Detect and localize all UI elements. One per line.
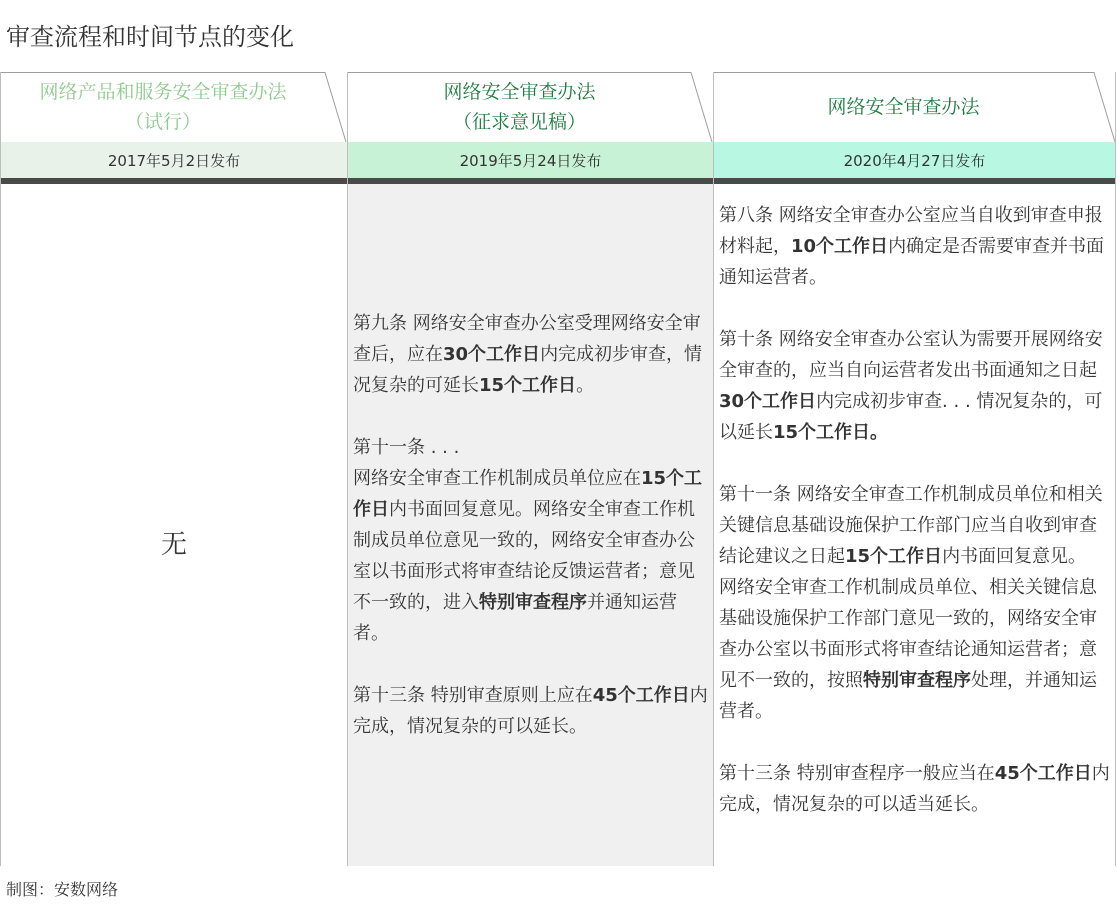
- highlight-text: 15个工作日: [845, 546, 943, 567]
- paragraph-text: 第十条 网络安全审查办公室认为需要开展网络安全审查的，应当自向运营者发出书面通知之日起: [719, 329, 1103, 381]
- column-header: [714, 72, 1115, 142]
- article-paragraph: [353, 463, 709, 649]
- highlight-text: 特别审查程序: [479, 592, 587, 613]
- paragraph-text: 。: [576, 375, 595, 396]
- column-title: 网络安全审查办法: [827, 96, 980, 118]
- article-paragraph: [353, 680, 709, 742]
- column-2020: [713, 72, 1116, 866]
- article-paragraph: [719, 572, 1111, 727]
- paragraph-text: 第十一条 网络安全审查工作机制成员单位和相关关键信息基础设施保护工作部门应当自收到审查结论建议之日起: [719, 484, 1103, 567]
- article-paragraph: [719, 324, 1111, 448]
- column-title: 网络安全审查办法: [443, 81, 596, 103]
- paragraph-text: 第十三条 特别审查程序一般应当在: [719, 763, 995, 784]
- paragraph-text: 第八条 网络安全审查办公室应当自收到审查申报材料起，: [719, 205, 1103, 257]
- release-date: 2020年4月27日发布: [714, 142, 1115, 178]
- highlight-text: 15个工作日。: [773, 422, 889, 443]
- column-header: [1, 72, 347, 142]
- none-label: 无: [160, 530, 187, 560]
- article-paragraph: [353, 308, 709, 401]
- column-subtitle: （征求意见稿）: [452, 111, 586, 133]
- column-2019: [347, 72, 713, 866]
- highlight-text: 10个工作日: [791, 236, 889, 257]
- credit-note: 制图：安数网络: [6, 880, 119, 899]
- article-text: [719, 200, 1111, 851]
- column-header: [348, 72, 713, 142]
- highlight-text: 30个工作日: [719, 391, 817, 412]
- highlight-text: 45个工作日: [994, 763, 1092, 784]
- highlight-text: 15个工作日: [353, 468, 703, 520]
- page-title: 审查流程和时间节点的变化: [6, 23, 294, 51]
- column-subtitle: （试行）: [124, 111, 201, 133]
- paragraph-text: 第九条 网络安全审查办公室受理网络安全审查后，应在: [353, 313, 701, 365]
- column-2017: [0, 72, 347, 866]
- paragraph-text: 网络安全审查工作机制成员单位、相关关键信息基础设施保护工作部门意见一致的，网络安全审查办公室以书面形式将审查结论通知运营者；意见不一致的，按照: [719, 577, 1097, 691]
- release-date: 2019年5月24日发布: [348, 142, 713, 178]
- column-body: [1, 184, 347, 866]
- article-paragraph: [353, 432, 709, 463]
- paragraph-text: 第十一条 . . .: [353, 437, 460, 458]
- article-paragraph: [719, 758, 1111, 820]
- paragraph-text: 内完成，情况复杂的可以适当延长。: [719, 763, 1110, 815]
- article-text: [353, 308, 709, 773]
- highlight-text: 45个工作日: [592, 685, 690, 706]
- paragraph-text: 内书面回复意见。: [942, 546, 1087, 567]
- column-body: [348, 184, 713, 866]
- paragraph-text: 第十三条 特别审查原则上应在: [353, 685, 593, 706]
- release-date: 2017年5月2日发布: [1, 142, 347, 178]
- article-paragraph: [719, 479, 1111, 572]
- paragraph-text: 处理，并通知运营者。: [719, 670, 1097, 722]
- paragraph-text: 内完成初步审查. . . 情况复杂的，可以延长: [719, 391, 1103, 443]
- paragraph-text: 并通知运营者。: [353, 592, 677, 644]
- paragraph-text: 内确定是否需要审查并书面通知运营者。: [719, 236, 1105, 288]
- column-title: 网络产品和服务安全审查办法: [39, 81, 287, 103]
- paragraph-text: 网络安全审查工作机制成员单位应在: [353, 468, 641, 489]
- paragraph-text: 内完成初步审查，情况复杂的可延长: [353, 344, 703, 396]
- column-body: [714, 184, 1115, 866]
- highlight-text: 15个工作日: [479, 375, 577, 396]
- paragraph-text: 内书面回复意见。网络安全审查工作机制成员单位意见一致的，网络安全审查办公室以书面形式将审查结论反馈运营者；意见不一致的，进入: [353, 499, 695, 613]
- highlight-text: 特别审查程序: [863, 670, 971, 691]
- article-paragraph: [719, 200, 1111, 293]
- paragraph-text: 内完成，情况复杂的可以延长。: [353, 685, 708, 737]
- highlight-text: 30个工作日: [443, 344, 541, 365]
